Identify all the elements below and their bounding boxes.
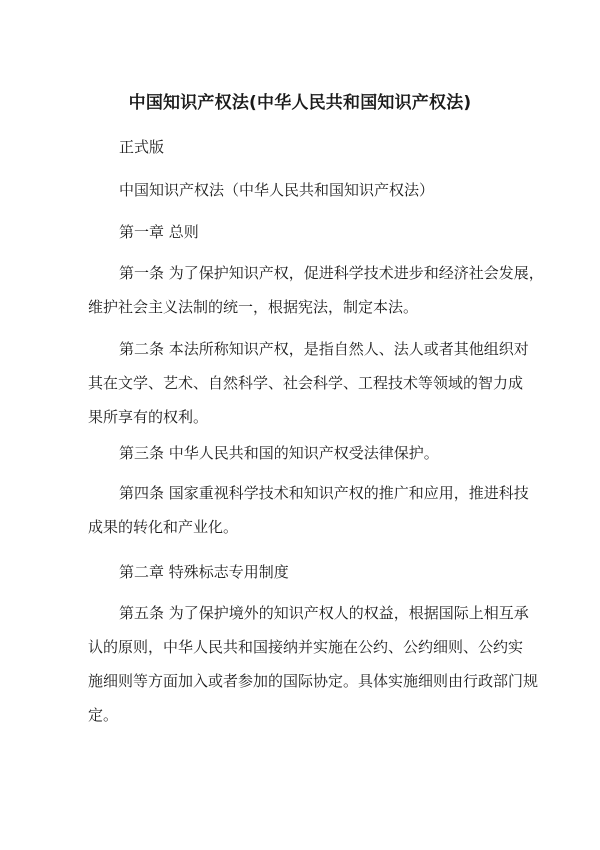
edition-label: 正式版: [119, 138, 165, 156]
article-2-line: 其在文学、艺术、自然科学、社会科学、工程技术等领域的智力成: [88, 374, 524, 392]
article-4: [88, 476, 529, 544]
article-5-line: 第五条 为了保护境外的知识产权人的权益，根据国际上相互承: [119, 604, 529, 622]
article-5-line: 施细则等方面加入或者参加的国际协定。具体实施细则由行政部门规: [88, 672, 539, 690]
article-1-line: 维护社会主义法制的统一，根据宪法，制定本法。: [88, 298, 419, 316]
article-2-line: 第二条 本法所称知识产权，是指自然人、法人或者其他组织对: [119, 340, 529, 358]
page-title: 中国知识产权法(中华人民共和国知识产权法): [128, 93, 472, 113]
article-2: [88, 332, 529, 434]
article-2-line: 果所享有的权利。: [88, 408, 209, 426]
article-5: [88, 596, 539, 732]
chapter-1-heading: 第一章 总则: [119, 223, 199, 241]
article-1: [88, 256, 544, 324]
article-5-line: 定。: [88, 706, 119, 724]
article-4-line: 成果的转化和产业化。: [88, 518, 239, 536]
article-5-line: 认的原则，中华人民共和国接纳并实施在公约、公约细则、公约实: [88, 638, 524, 656]
article-1-line: 第一条 为了保护知识产权，促进科学技术进步和经济社会发展，: [119, 264, 544, 282]
article-4-line: 第四条 国家重视科学技术和知识产权的推广和应用，推进科技: [119, 484, 529, 502]
article-3: 第三条 中华人民共和国的知识产权受法律保护。: [119, 444, 439, 462]
document-subtitle: 中国知识产权法（中华人民共和国知识产权法）: [119, 181, 435, 199]
chapter-2-heading: 第二章 特殊标志专用制度: [119, 563, 289, 581]
